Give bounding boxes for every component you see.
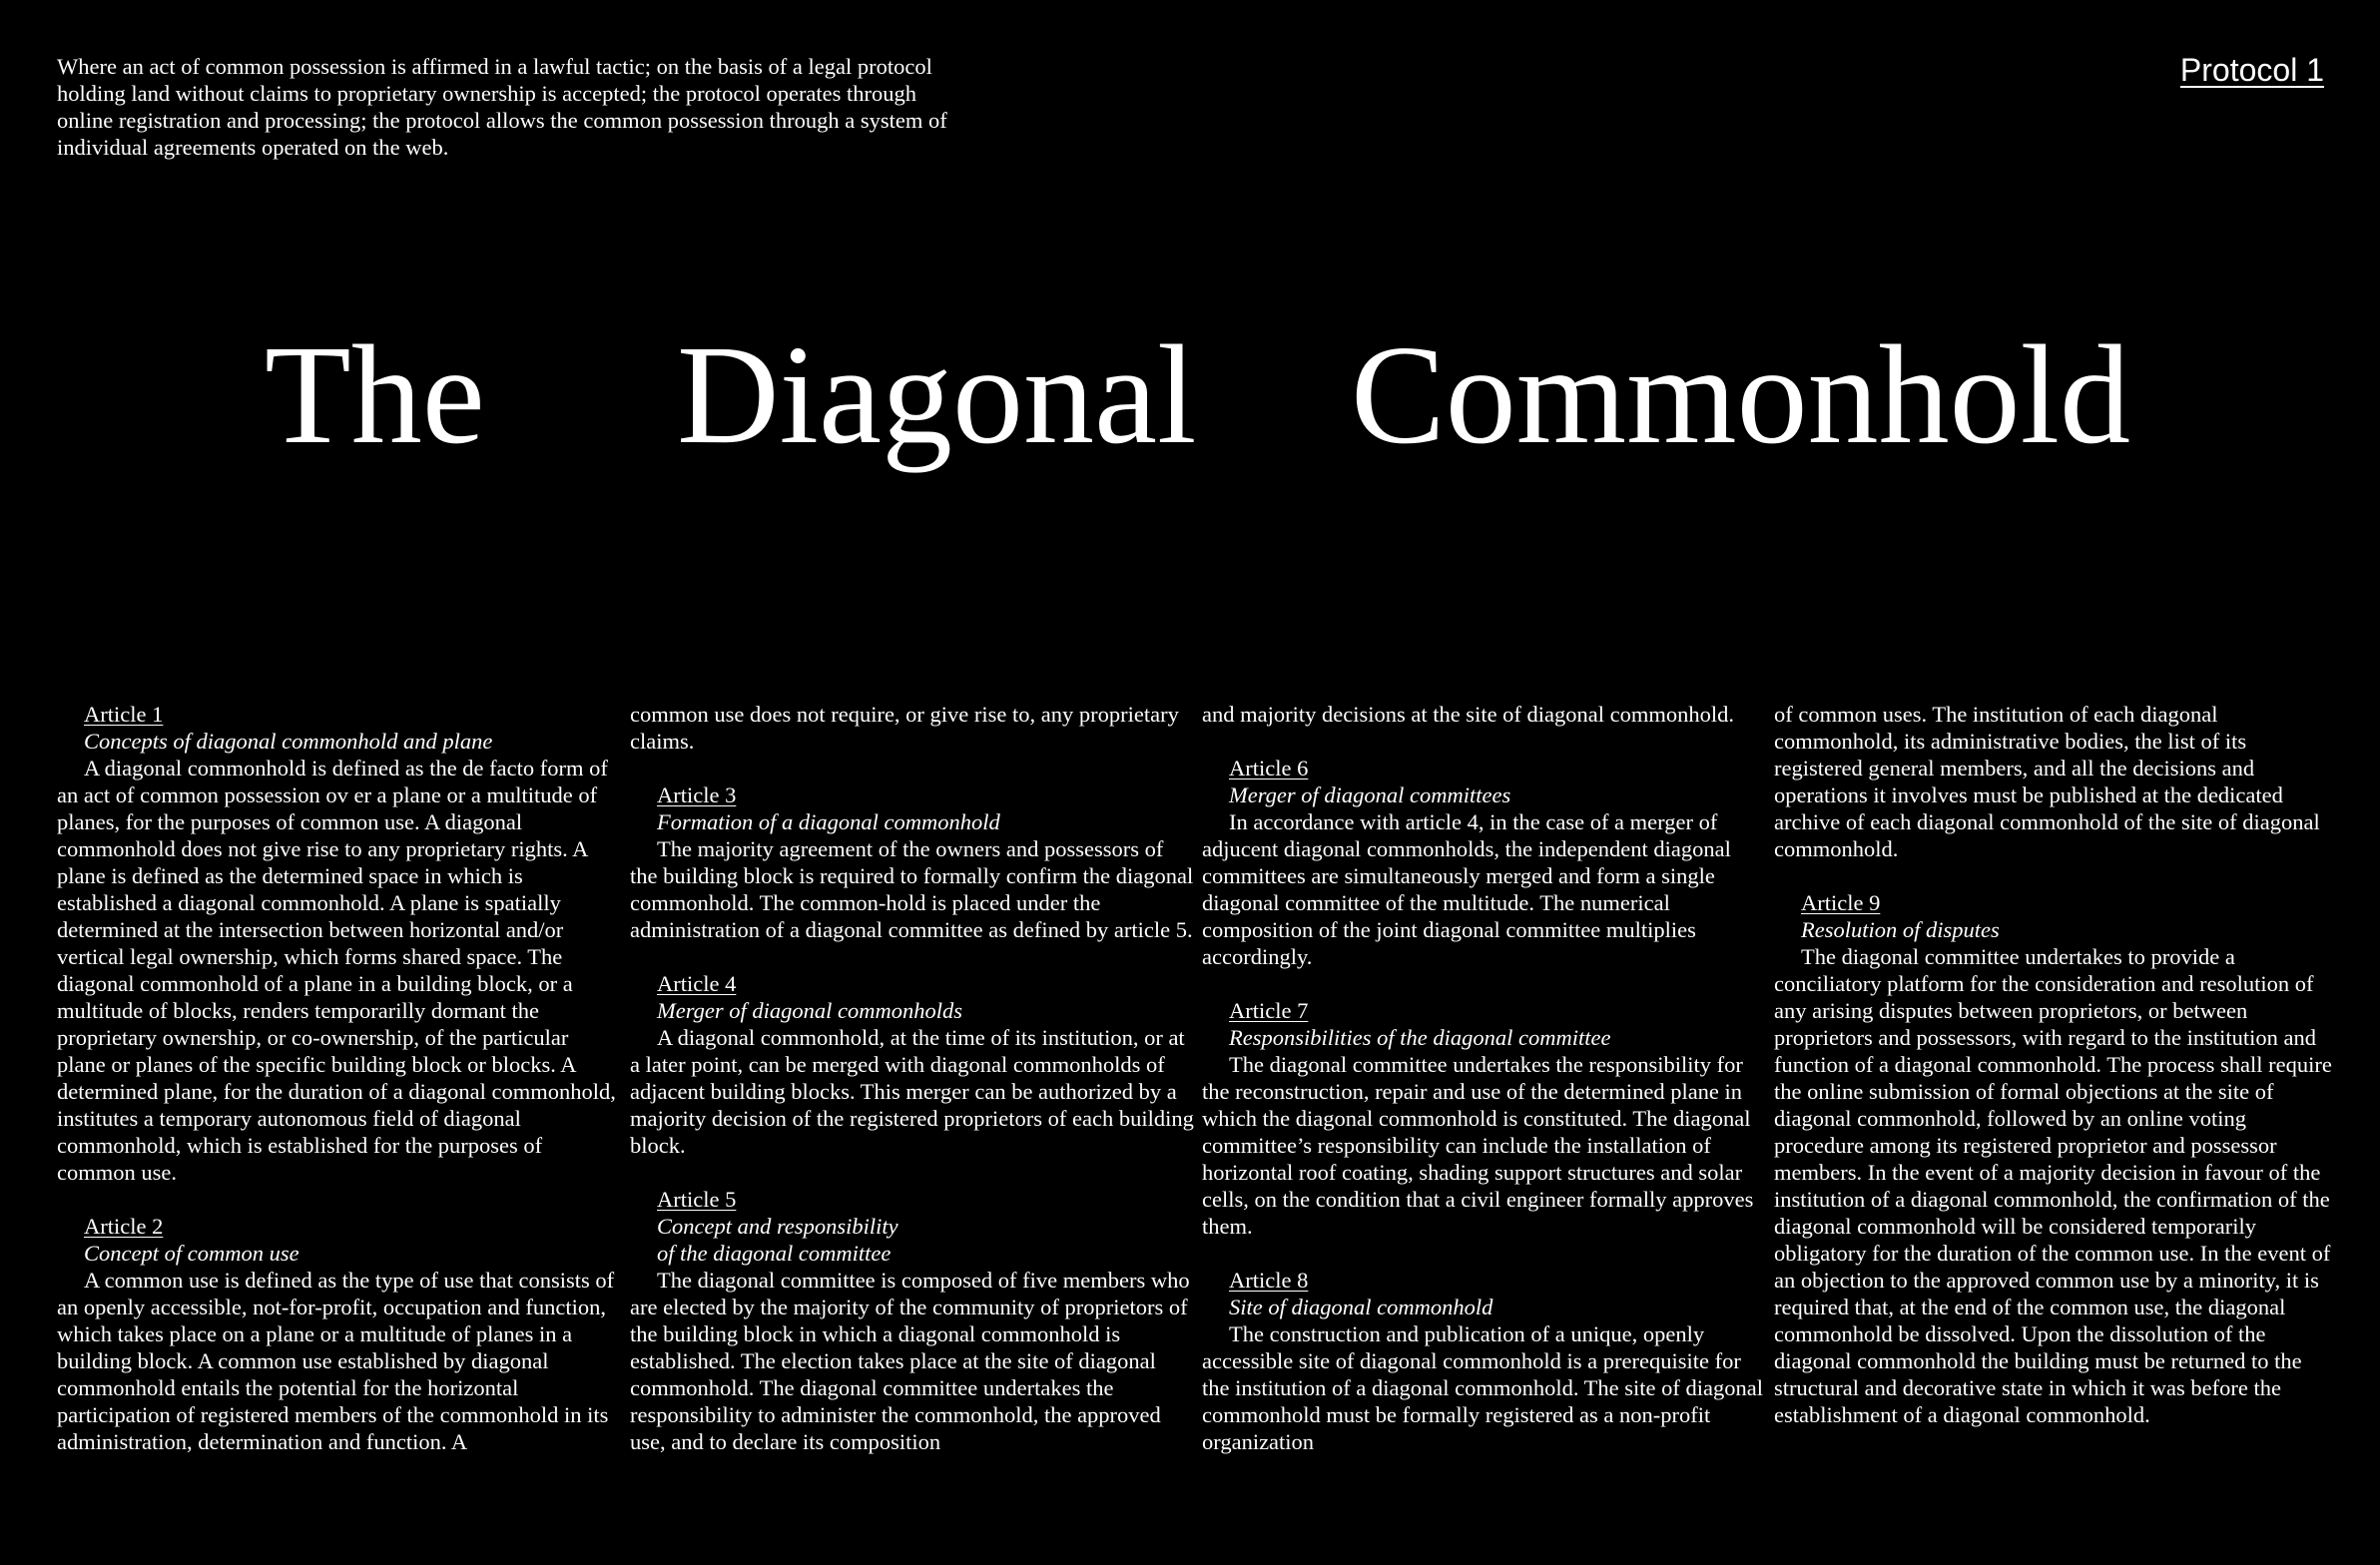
article-2 (57, 1213, 621, 1455)
article-5-subtitle-line-1: Concept and responsibility (657, 1214, 898, 1239)
article-2-subtitle: Concept of common use (84, 1241, 299, 1266)
article-9-body: The diagonal committee undertakes to provide a conciliatory platform for the consideration and resolution of any arising disputes between proprietors, or between proprietors and possessors, with regard to the institution and function of a diagonal commonhold. The process shall require the online submission of formal objections at the site of diagonal commonhold, followed by an online voting procedure among its registered proprietor and possessor members. In the event of a majority decision in favour of the institution of a diagonal commonhold, the confirmation of the diagonal commonhold will be considered temporarily obligatory for the duration of the common use. In the event of an objection to the approved common use by a minority, it is required that, at the end of the common use, the diagonal commonhold be dissolved. Upon the dissolution of the diagonal commonhold the building must be returned to the structural and decorative state in which it was before the establishment of a diagonal commonhold. (1774, 944, 2332, 1427)
article-6-body: In accordance with article 4, in the case of a merger of adjucent diagonal commonholds, the independent diagonal committees are simultaneously merged and form a single diagonal committee of the multitude. The numerical composition of the joint diagonal committee multiplies accordingly. (1202, 809, 1731, 969)
article-7-body: The diagonal committee undertakes the responsibility for the reconstruction, repair and use of the determined plane in which the diagonal commonhold is constituted. The diagonal committee’s responsibility can include the installation of horizontal roof coating, shading support structures and solar cells, on the condition that a civil engineer formally approves them. (1202, 1052, 1754, 1239)
title-word-diagonal: Diagonal (677, 315, 1197, 473)
title-word-commonhold: Commonhold (1351, 315, 2131, 473)
article-3-subtitle: Formation of a diagonal commonhold (657, 809, 1000, 834)
article-5-heading: Article 5 (657, 1187, 737, 1212)
article-1-subtitle: Concepts of diagonal commonhold and plane (84, 729, 493, 754)
article-1 (57, 701, 621, 1186)
column-1 (57, 701, 621, 1455)
article-8 (1202, 1267, 1766, 1455)
article-4-body: A diagonal commonhold, at the time of its institution, or at a later point, can be merged with diagonal commonholds of adjacent building blocks. This merger can be authorized by a majority decision of the registered proprietors of each building block. (630, 1025, 1194, 1158)
article-7-heading: Article 7 (1229, 998, 1309, 1023)
article-6 (1202, 755, 1766, 970)
column-2 (630, 701, 1194, 1455)
article-3-heading: Article 3 (657, 782, 737, 807)
article-3-body: The majority agreement of the owners and possessors of the building block is required to formally confirm the diagonal commonhold. The common-hold is placed under the administration of a diagonal committee as defined by article 5. (630, 836, 1194, 942)
article-5-continued: and majority decisions at the site of diagonal commonhold. (1202, 702, 1735, 727)
article-8-continued: of common uses. The institution of each diagonal commonhold, its administrative bodies, the list of its registered general members, and all the decisions and operations it involves must be published at the dedicated archive of each diagonal commonhold of the site of diagonal commonhold. (1774, 702, 2320, 861)
article-7 (1202, 997, 1766, 1240)
article-4 (630, 970, 1194, 1159)
article-2-continued: common use does not require, or give rise to, any proprietary claims. (630, 702, 1179, 754)
article-5-subtitle-line-2: of the diagonal committee (657, 1241, 892, 1266)
article-9-heading: Article 9 (1801, 890, 1881, 915)
protocol-1-link[interactable]: Protocol 1 (2179, 52, 2324, 88)
article-2-body: A common use is defined as the type of use that consists of an openly accessible, not-for-profit, occupation and function, which takes place on a plane or a multitude of planes in a building block. A common use established by diagonal commonhold entails the potential for the horizontal participation of registered members of the commonhold in its administration, determination and function. A (57, 1268, 615, 1454)
article-1-heading: Article 1 (84, 702, 164, 727)
article-8-subtitle: Site of diagonal commonhold (1229, 1295, 1493, 1319)
article-2-heading: Article 2 (84, 1214, 164, 1239)
article-8-heading: Article 8 (1229, 1268, 1309, 1293)
article-9-subtitle: Resolution of disputes (1801, 917, 2000, 942)
article-8-body: The construction and publication of a unique, openly accessible site of diagonal commonhold is a prerequisite for the institution of a diagonal commonhold. The site of diagonal commonhold must be formally registered as a non-profit organization (1202, 1321, 1763, 1454)
article-1-body: A diagonal commonhold is defined as the de facto form of an act of common possession ov er a plane or a multitude of planes, for the purposes of common use. A diagonal commonhold does not give rise to any proprietary rights. A plane is defined as the determined space in which is established a diagonal commonhold. A plane is spatially determined at the intersection between horizontal and/or vertical legal ownership, which forms shared space. The diagonal commonhold of a plane in a building block, or a multitude of blocks, renders temporarilly dormant the proprietary ownership, or co-ownership, of the particular plane or planes of the specific building block or blocks. A determined plane, for the duration of a diagonal commonhold, institutes a temporary autonomous field of diagonal commonhold, which is established for the purposes of common use. (57, 756, 616, 1185)
title-word-the: The (265, 315, 485, 473)
column-3 (1202, 701, 1766, 1455)
column-4 (1774, 701, 2338, 1428)
article-6-heading: Article 6 (1229, 756, 1309, 781)
article-4-subtitle: Merger of diagonal commonholds (657, 998, 963, 1023)
article-4-heading: Article 4 (657, 971, 737, 996)
article-3 (630, 782, 1194, 943)
intro-paragraph: Where an act of common possession is affirmed in a lawful tactic; on the basis of a legal protocol holding land without claims to proprietary ownership is accepted; the protocol operates through online registration and processing; the protocol allows the common possession through a system of individual agreements operated on the web. (57, 54, 947, 160)
article-7-subtitle: Responsibilities of the diagonal committee (1229, 1025, 1611, 1050)
article-5 (630, 1186, 1194, 1455)
article-5-body: The diagonal committee is composed of five members who are elected by the majority of the community of proprietors of the building block in which a diagonal commonhold is established. The election takes place at the site of diagonal commonhold. The diagonal committee undertakes the responsibility to administer the commonhold, the approved use, and to declare its composition (630, 1268, 1190, 1454)
article-6-subtitle: Merger of diagonal committees (1229, 782, 1511, 807)
article-9 (1774, 889, 2338, 1428)
